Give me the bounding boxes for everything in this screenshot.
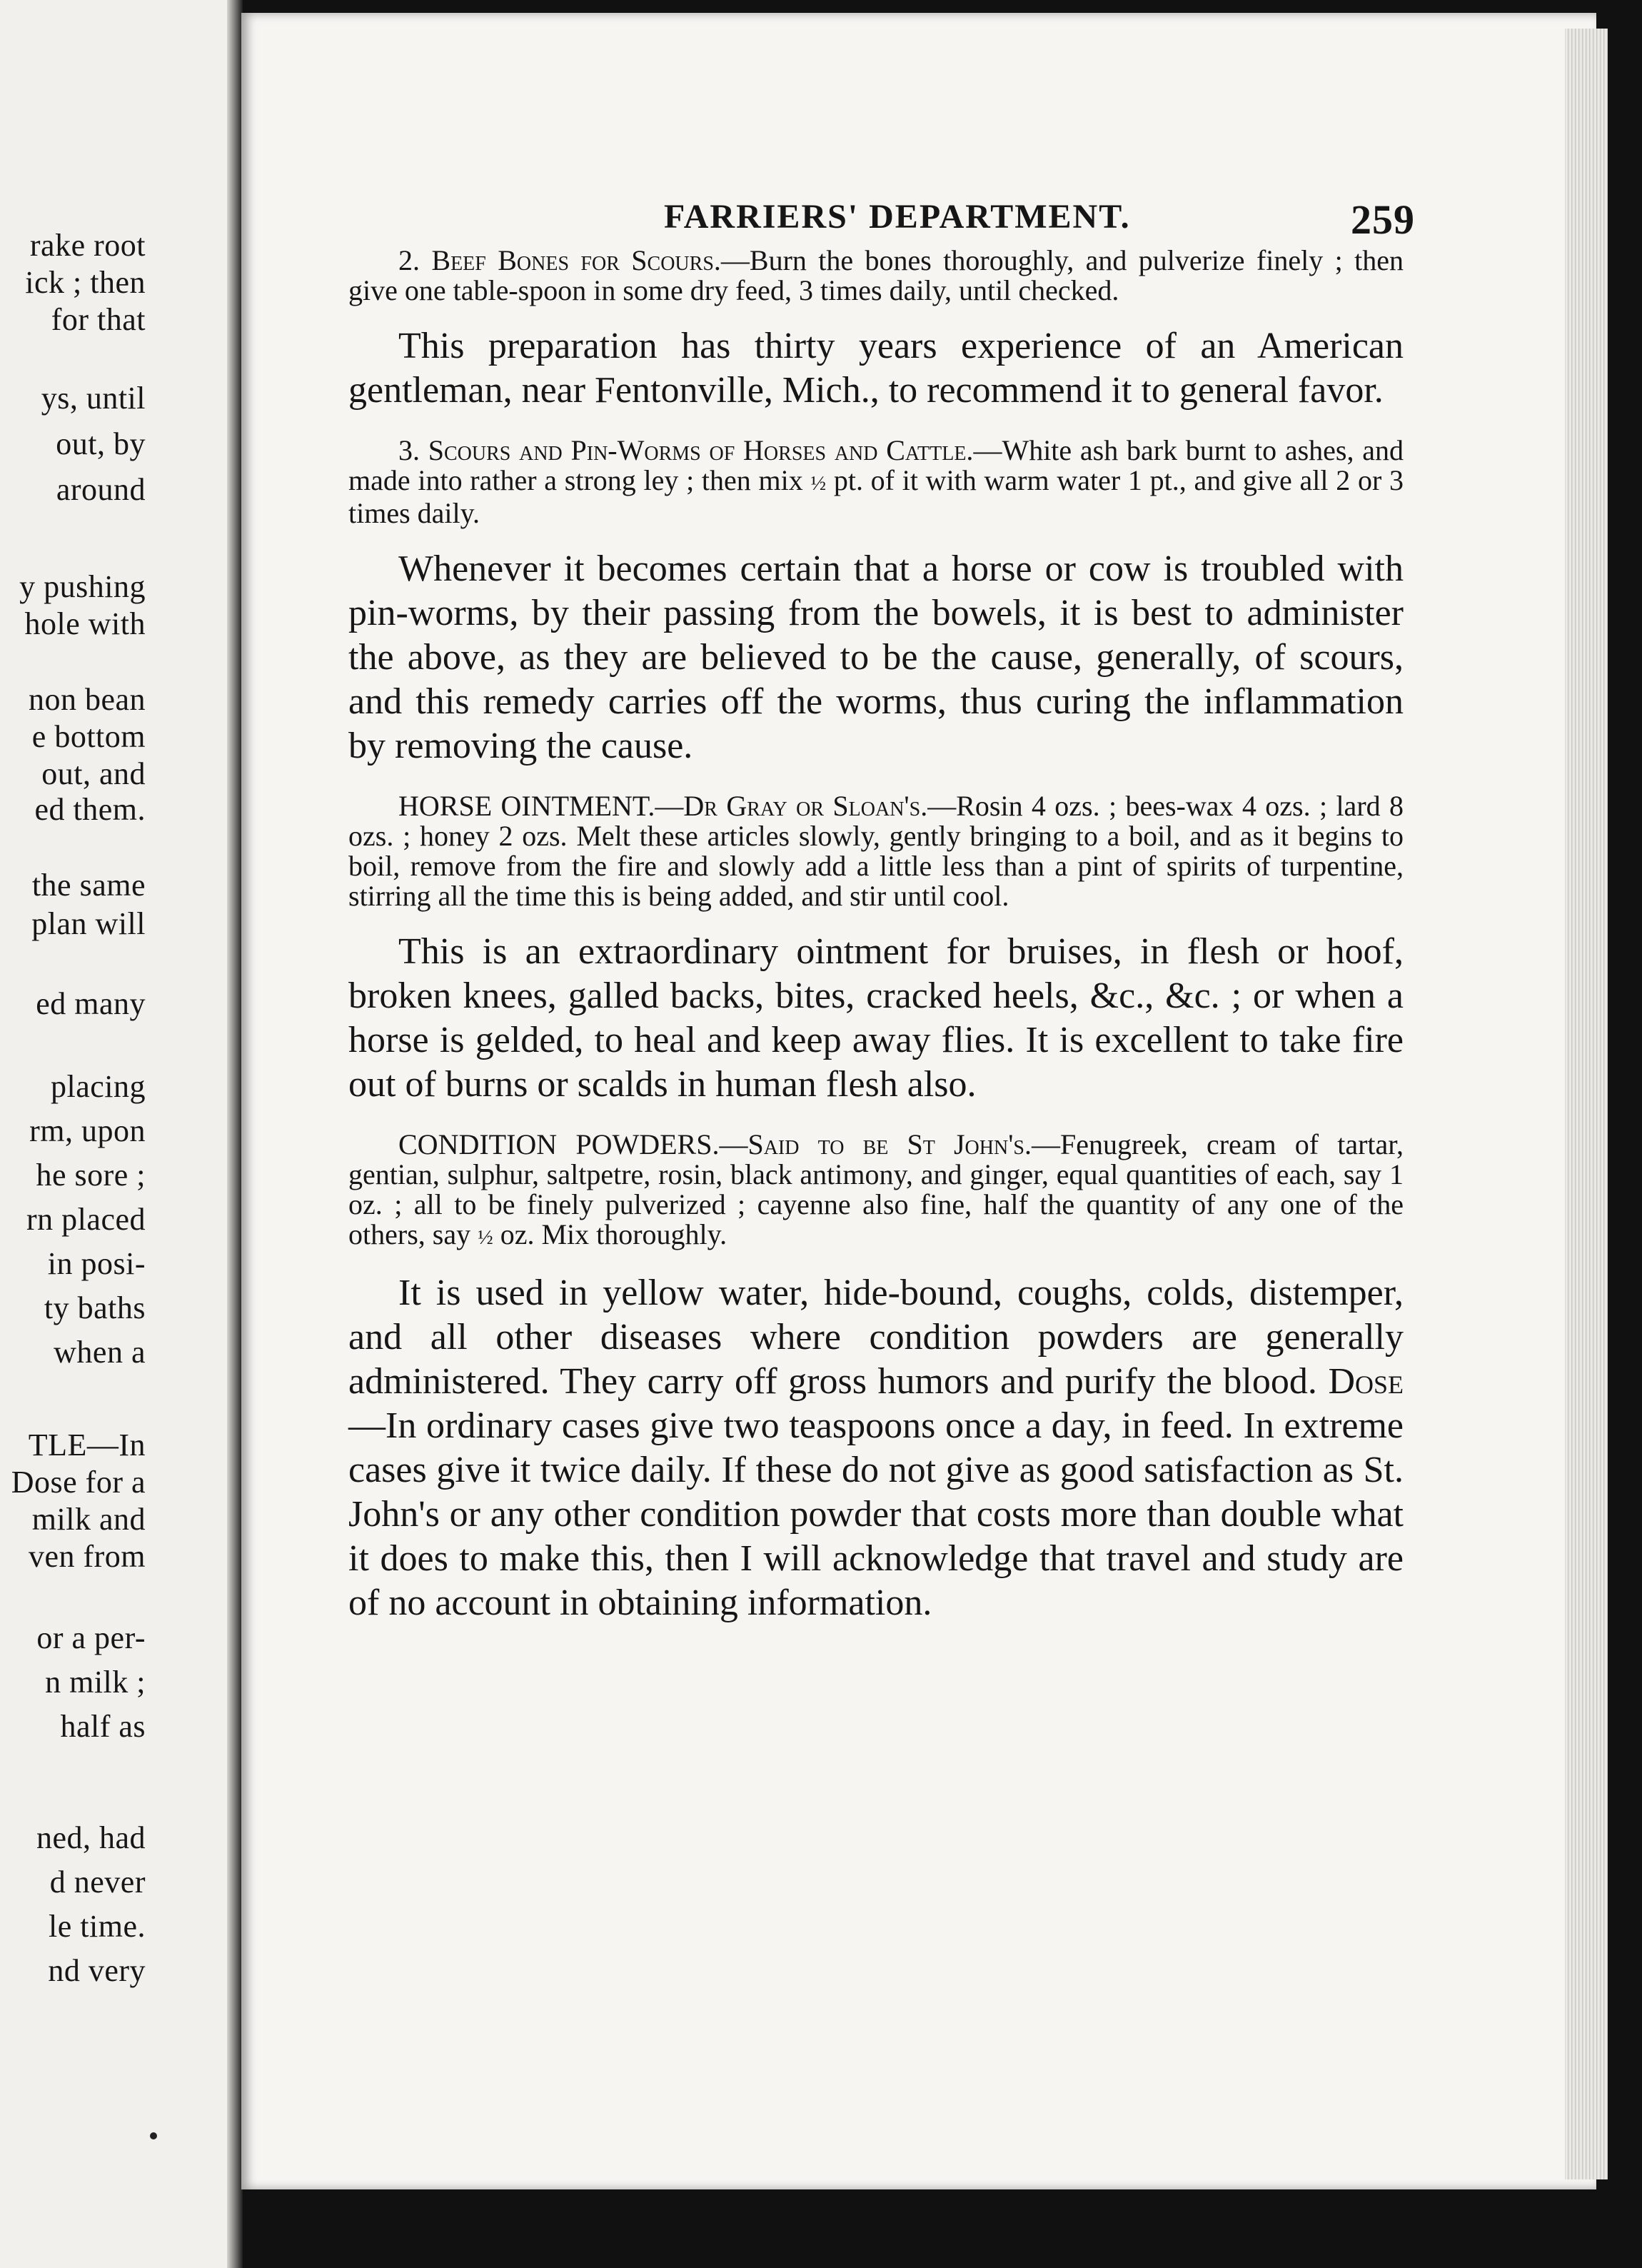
running-head: FARRIERS' DEPARTMENT. — [664, 198, 1131, 236]
book-gutter — [227, 0, 243, 2268]
left-page-line: ty baths — [44, 1290, 146, 1325]
left-facing-page — [0, 0, 234, 2268]
left-page-line: non bean — [28, 682, 146, 717]
left-page-line: e bottom — [31, 719, 146, 754]
recipe-title: 3. Scours and Pin-Worms of Horses and Cattle. — [398, 434, 974, 466]
recipe-subtitle: —Dr Gray or Sloan's. — [655, 790, 928, 822]
recipe-title: 2. Beef Bones for Scours. — [398, 244, 721, 276]
commentary-paragraph — [348, 1271, 1404, 1625]
commentary-paragraph: Whenever it becomes certain that a horse or cow is troubled with pin-worms, by their passing from the bowels, it is best to administer the above, as they are believed to be the cause, generally, of scours, and this remedy carries off the worms, thus curing the inflammation by removing the cause. — [348, 548, 1404, 766]
left-page-line: plan will — [31, 906, 146, 941]
left-page-line: in posi- — [47, 1246, 146, 1281]
recipe-text: pt. of it with warm water 1 pt., and give all 2 or 3 times daily. — [348, 464, 1404, 529]
left-page-line: Dose for a — [11, 1465, 146, 1500]
recipe-horse-ointment — [348, 791, 1404, 911]
left-page-line: le time. — [49, 1909, 146, 1944]
recipe-title: HORSE OINTMENT. — [398, 790, 655, 822]
commentary-text: —In ordinary cases give two teaspoons once a day, in feed. In extreme cases give it twice daily. If these do not give as good satisfaction as St. John's or any other condition powder that costs more than double what it does to make this, then I will acknowledge that travel and study are of no account in obtaining information. — [348, 1405, 1404, 1623]
recipe-beef-bones — [348, 246, 1404, 306]
left-page-line: placing — [50, 1069, 146, 1104]
left-page-line: milk and — [31, 1502, 146, 1537]
ink-dot — [150, 2132, 157, 2139]
page-edge-stack — [1565, 29, 1608, 2179]
left-page-line: he sore ; — [36, 1158, 146, 1193]
left-page-line: hole with — [24, 606, 146, 641]
recipe-text: oz. Mix thoroughly. — [493, 1218, 727, 1250]
fraction: ½ — [810, 472, 827, 495]
commentary-text: It is used in yellow water, hide-bound, coughs, colds, distemper, and all other diseases where condition powders are generally administered. They carry off gross humors and purify the blood. — [348, 1273, 1404, 1402]
left-page-line: y pushing — [19, 569, 146, 604]
left-page-line: rm, upon — [29, 1113, 146, 1148]
recipe-scours-pin-worms — [348, 436, 1404, 528]
commentary-paragraph: This preparation has thirty years experience of an American gentleman, near Fentonville, Mich., to recommend it to general favor. — [348, 326, 1404, 411]
left-page-line: ed them. — [34, 792, 146, 827]
left-page-line: n milk ; — [45, 1665, 146, 1700]
recipe-condition-powders — [348, 1130, 1404, 1253]
left-page-line: ys, until — [41, 381, 146, 416]
recipe-text: —White ash bark burnt to ashes, and made into rather a strong ley ; then mix — [348, 434, 1404, 496]
left-page-line: ick ; then — [25, 265, 146, 300]
dose-label: Dose — [1328, 1361, 1404, 1402]
left-page-line: for that — [51, 302, 146, 337]
recipe-text: —Rosin 4 ozs. ; bees-wax 4 ozs. ; lard 8 ozs. ; honey 2 ozs. Melt these articles slowly, gently bringing to a boil, and as it begins to boil, remove from the fire and slowly add a little less than a pint of spirits of turpentine, stirring all the time this is being added, and stir until cool. — [348, 790, 1404, 912]
left-page-line: when a — [54, 1335, 146, 1370]
recipe-text: —Burn the bones thoroughly, and pulverize finely ; then give one table-spoon in some dry feed, 3 times daily, until checked. — [348, 244, 1404, 306]
left-page-line: around — [56, 472, 146, 507]
left-page-line: the same — [31, 868, 146, 903]
page-number: 259 — [1351, 196, 1415, 243]
left-page-line: ven from — [28, 1539, 146, 1574]
left-page-line: out, by — [56, 426, 146, 461]
left-page-line: d never — [49, 1865, 146, 1900]
left-page-line: or a per- — [36, 1620, 146, 1655]
commentary-paragraph: This is an extraordinary ointment for bruises, in flesh or hoof, broken knees, galled backs, bites, cracked heels, &c., &c. ; or when a horse is gelded, to heal and keep away flies. It is excellent to take fire out of burns or scalds in human flesh also. — [348, 931, 1404, 1105]
left-page-line: ed many — [36, 986, 146, 1021]
recipe-text: —Fenugreek, cream of tartar, gentian, sulphur, saltpetre, rosin, black antimony, and ginger, equal quantities of each, say 1 oz. ; all to be finely pulverized ; cayenne also fine, half the quantity of any one of the others, say — [348, 1128, 1404, 1250]
fraction: ½ — [478, 1226, 493, 1249]
left-page-line: ned, had — [36, 1820, 146, 1855]
recipe-title: CONDITION POWDERS. — [398, 1128, 720, 1160]
left-page-line: rake root — [29, 228, 146, 263]
left-page-line: TLE—In — [28, 1427, 146, 1462]
left-page-line: half as — [60, 1709, 146, 1744]
page-content — [348, 246, 1404, 1625]
left-page-line: nd very — [48, 1953, 146, 1988]
left-page-line: out, and — [41, 756, 146, 791]
left-page-line: rn placed — [26, 1202, 146, 1237]
recipe-subtitle: —Said to be St John's. — [719, 1128, 1032, 1160]
